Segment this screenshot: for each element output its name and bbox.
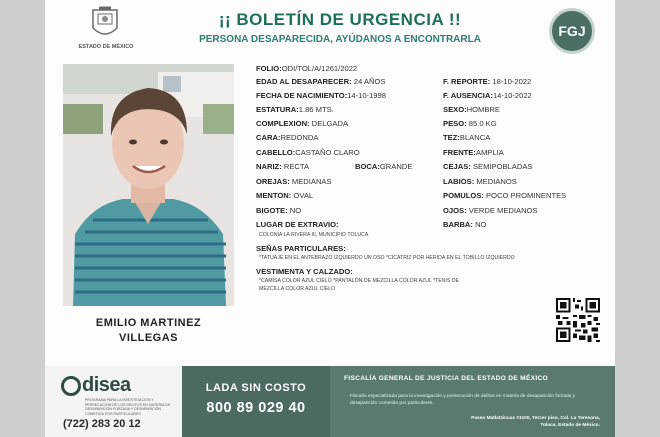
field-vestimenta-value-2: MEZCILLA COLOR AZUL CIELO xyxy=(259,286,336,292)
fiscalia-title: FISCALÍA GENERAL DE JUSTICIA DEL ESTADO DE MÉXICO xyxy=(344,375,548,382)
person-photo xyxy=(63,64,234,306)
field-menton: MENTON: OVAL xyxy=(256,191,314,200)
field-complexion: COMPLEXION: DELGADA xyxy=(256,119,349,128)
disea-logo-text: disea xyxy=(82,374,131,396)
field-edad: EDAD AL DESAPARECER: 24 AÑOS xyxy=(256,77,386,86)
lada-panel xyxy=(182,366,330,437)
lada-label: LADA SIN COSTO xyxy=(205,382,307,394)
field-nariz: NARIZ: RECTA xyxy=(256,162,310,171)
field-senas-label: SEÑAS PARTICULARES: xyxy=(256,244,346,253)
disea-logo xyxy=(61,374,131,397)
person-name xyxy=(63,316,234,346)
bulletin-subtitle: PERSONA DESAPARECIDA, AYÚDANOS A ENCONTRARLA xyxy=(199,34,481,45)
person-name-line2: VILLEGAS xyxy=(118,332,178,344)
field-sexo: SEXO:HOMBRE xyxy=(443,105,500,114)
footer xyxy=(45,366,615,437)
field-frente: FRENTE:AMPLIA xyxy=(443,148,504,157)
field-senas-value: *TATUAJE EN EL ANTEBRAZO IZQUIERDO UN OSO *CICATRIZ POR HERIDA EN EL TOBILLO IZQUIERDO xyxy=(259,255,515,261)
qr-code-icon[interactable] xyxy=(556,298,600,342)
state-seal-icon xyxy=(90,6,120,42)
disea-phone[interactable]: (722) 283 20 12 xyxy=(63,418,141,430)
field-cara: CARA:REDONDA xyxy=(256,133,319,142)
field-tez: TEZ:BLANCA xyxy=(443,133,491,142)
seal-label: ESTADO DE MÉXICO xyxy=(78,44,134,50)
fiscalia-address-line1: Paseo Matlatzincas #1100, Tercer piso, Col. La Teresona, xyxy=(471,416,600,421)
field-orejas: OREJAS: MEDIANAS xyxy=(256,177,332,186)
field-pomulos: POMULOS: POCO PROMINENTES xyxy=(443,191,567,200)
fgj-logo-text: FGJ xyxy=(558,23,586,39)
bulletin-poster xyxy=(45,0,615,437)
left-background-strip xyxy=(0,0,45,437)
lada-number[interactable]: 800 89 029 40 xyxy=(206,400,306,416)
right-background-strip xyxy=(615,0,660,437)
fiscalia-panel xyxy=(330,366,615,437)
fiscalia-address-line2: Toluca, Estado de México. xyxy=(540,422,600,428)
field-vestimenta-value-1: *CAMISA COLOR AZUL CIELO *PANTALÓN DE MEZCILLA COLOR AZUL *TENIS DE xyxy=(259,278,460,284)
disea-panel xyxy=(45,366,182,437)
field-ausencia: F. AUSENCIA:14-10-2022 xyxy=(443,91,532,100)
field-vestimenta-label: VESTIMENTA Y CALZADO: xyxy=(256,267,353,276)
fgj-logo xyxy=(549,8,595,54)
field-peso: PESO: 85.0 KG xyxy=(443,119,497,128)
bulletin-title: ¡¡ BOLETÍN DE URGENCIA !! xyxy=(218,10,462,29)
field-reporte: F. REPORTE: 18-10-2022 xyxy=(443,77,532,86)
person-photo-illustration xyxy=(63,64,234,306)
fiscalia-description: Fiscalía especializada para la investigación y persecución de delitos en materia de desaparición forzada y desaparición cometida por particulares. xyxy=(350,394,576,406)
field-nacimiento: FECHA DE NACIMIENTO:14-10-1998 xyxy=(256,91,386,100)
field-cejas: CEJAS: SEMIPOBLADAS xyxy=(443,162,533,171)
field-lugar-value: COLONIA LA RIVERA III, MUNICIPIO TOLUCA xyxy=(259,232,369,238)
field-cabello: CABELLO:CASTAÑO CLARO xyxy=(256,148,360,157)
field-lugar-label: LUGAR DE EXTRAVIO: xyxy=(256,220,339,229)
person-name-line1: EMILIO MARTINEZ xyxy=(95,317,202,329)
field-estatura: ESTATURA:1.86 MTS. xyxy=(256,105,334,114)
fiscalia-address xyxy=(350,416,600,429)
field-ojos: OJOS: VERDE MEDIANOS xyxy=(443,206,538,215)
field-folio: FOLIO:ODI/TOL/A/1261/2022 xyxy=(256,64,358,73)
field-boca: BOCA:GRANDE xyxy=(355,162,413,171)
field-bigote: BIGOTE: NO xyxy=(256,206,302,215)
field-labios: LABIOS: MEDIANOS xyxy=(443,177,517,186)
disea-tagline: PROGRAMA PARA LA INVESTIGACIÓN Y PERSECUCIÓN DE LOS DELITOS EN MATERIA DE DESAPARICIÓN FORZADA Y DESAPARICIÓN COMETIDA POR PARTICULARES xyxy=(85,398,171,416)
disea-pin-icon xyxy=(61,376,81,396)
field-barba: BARBA: NO xyxy=(443,220,487,229)
